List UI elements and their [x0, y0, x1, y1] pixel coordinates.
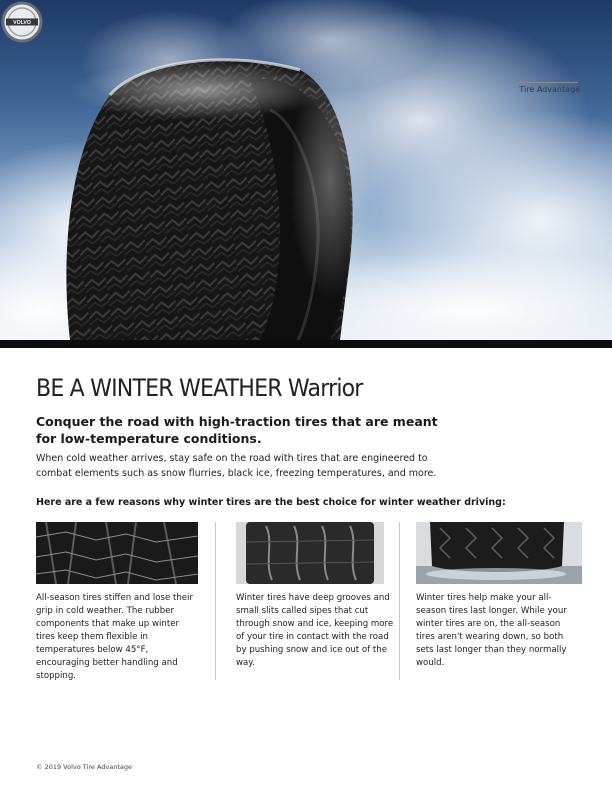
column-divider — [215, 522, 216, 680]
hero-bottom-bar — [0, 340, 612, 348]
hero-image — [0, 0, 612, 340]
volvo-logo — [0, 0, 44, 44]
reason-text: All-season tires stiffen and lose their grip in cold weather. The rubber components that make up winter tires keep them flexible in temperatures below 45°F, encouraging better handling and stopping. — [36, 593, 193, 681]
brand-name: Tire Advantage — [519, 85, 580, 94]
reasons-heading: Here are a few reasons why winter tires are the best choice for winter weather driving: — [36, 497, 506, 508]
column-divider — [399, 522, 400, 680]
tire-on-road-image — [416, 522, 582, 584]
winter-tire-photo — [0, 0, 612, 340]
reason-card-grooves — [236, 522, 398, 670]
reason-card-longevity — [416, 522, 578, 670]
intro-paragraph: When cold weather arrives, stay safe on the road with tires that are engineered to combat elements such as snow flurries, black ice, freezing temperatures, and more. — [36, 453, 437, 479]
tire-groove-image — [236, 522, 384, 584]
brand-divider — [516, 82, 578, 83]
page-title: BE A WINTER WEATHER Warrior — [36, 374, 363, 402]
svg-text:VOLVO: VOLVO — [13, 20, 31, 26]
reason-text: Winter tires help make your all-season tires last longer. While your winter tires are on, the all-season tires aren't wearing down, so both sets last longer than they normally would. — [416, 593, 567, 668]
reason-text: Winter tires have deep grooves and small slits called sipes that cut through snow and ice, keeping more of your tire in contact with the road by pushing snow and ice out of the way. — [236, 593, 394, 668]
subtitle: Conquer the road with high-traction tires that are meant for low-temperature conditions. — [36, 414, 438, 446]
footer-copyright: © 2019 Volvo Tire Advantage — [36, 763, 133, 771]
reason-card-flexibility — [36, 522, 198, 683]
tread-closeup-image — [36, 522, 198, 584]
